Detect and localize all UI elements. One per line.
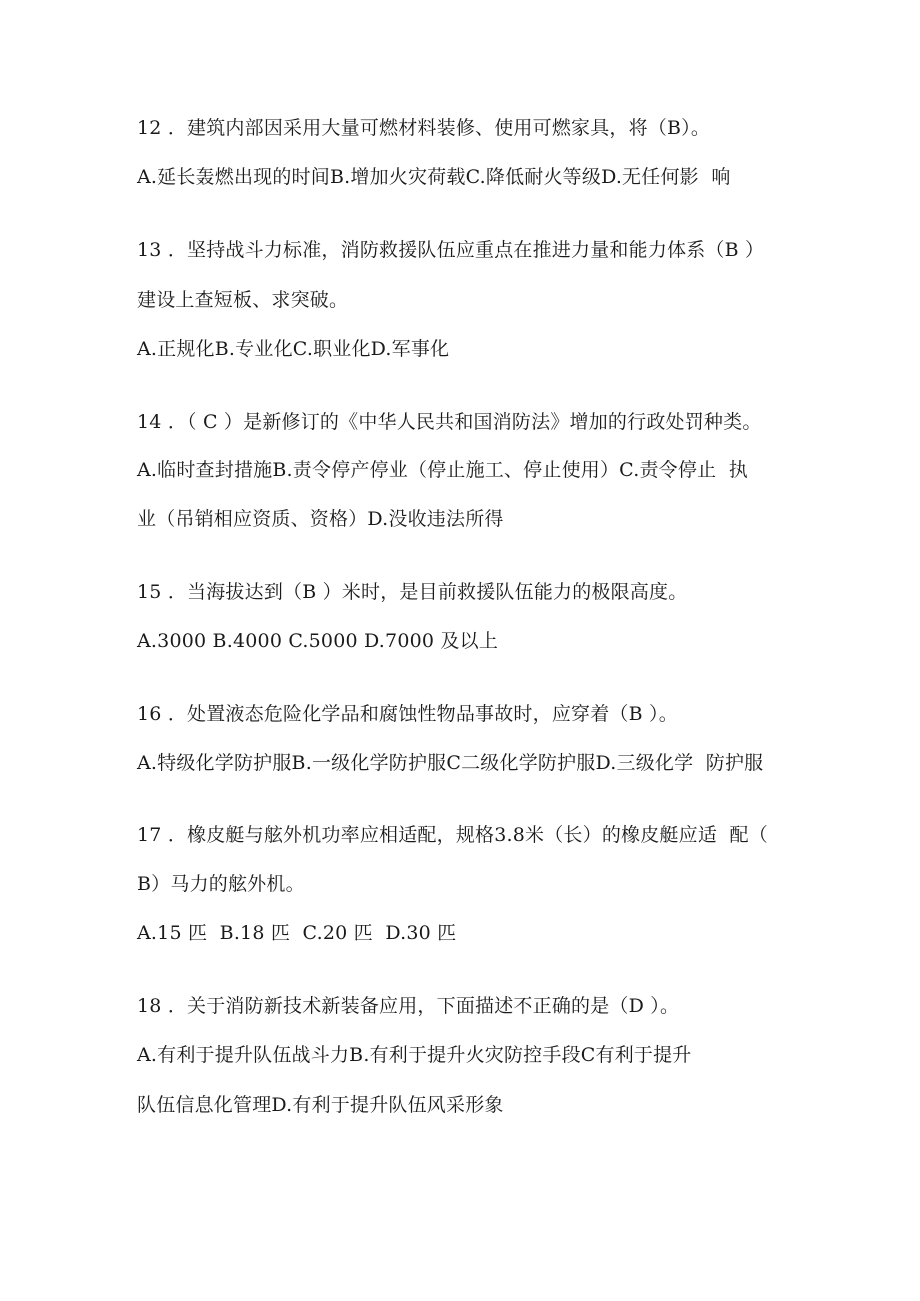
question-17-stem: 17 ．橡皮艇与舷外机功率应相适配，规格3.8米（长）的橡皮艇应适 配（ xyxy=(137,824,768,846)
question-12-stem: 12 ．建筑内部因采用大量可燃材料装修、使用可燃家具，将（B）。 xyxy=(137,117,711,139)
question-17-stem-continued: B）马力的舷外机。 xyxy=(137,873,305,895)
question-16-stem: 16 ．处置液态危险化学品和腐蚀性物品事故时，应穿着（B ）。 xyxy=(137,703,678,725)
question-15-options: A.3000 B.4000 C.5000 D.7000 及以上 xyxy=(137,630,499,652)
question-12-options: A.延长轰燃出现的时间B.增加火灾荷载C.降低耐火等级D.无任何影 响 xyxy=(137,166,731,188)
question-17-options: A.15 匹 B.18 匹 C.20 匹 D.30 匹 xyxy=(137,922,457,944)
question-15-stem: 15 ．当海拔达到（B ）米时，是目前救援队伍能力的极限高度。 xyxy=(137,581,688,603)
question-13-stem: 13 ．坚持战斗力标准，消防救援队伍应重点在推进力量和能力体系（B ） xyxy=(137,239,765,261)
question-16-options: A.特级化学防护服B.一级化学防护服C二级化学防护服D.三级化学 防护服 xyxy=(137,752,764,774)
question-14-options: A.临时查封措施B.责令停产停业（停止施工、停止使用）C.责令停止 执 xyxy=(137,459,748,481)
question-18-options: A.有利于提升队伍战斗力B.有利于提升火灾防控手段C有利于提升 xyxy=(137,1044,692,1066)
question-14-options-continued: 业（吊销相应资质、资格）D.没收违法所得 xyxy=(137,508,504,530)
question-18-options-continued: 队伍信息化管理D.有利于提升队伍风采形象 xyxy=(137,1094,504,1116)
question-18-stem: 18 ．关于消防新技术新装备应用，下面描述不正确的是（D ）。 xyxy=(137,995,680,1017)
question-14-stem: 14 ．（ C ）是新修订的《中华人民共和国消防法》增加的行政处罚种类。 xyxy=(137,411,762,433)
question-13-options: A.正规化B.专业化C.职业化D.军事化 xyxy=(137,338,450,360)
question-13-stem-continued: 建设上查短板、求突破。 xyxy=(137,289,349,311)
